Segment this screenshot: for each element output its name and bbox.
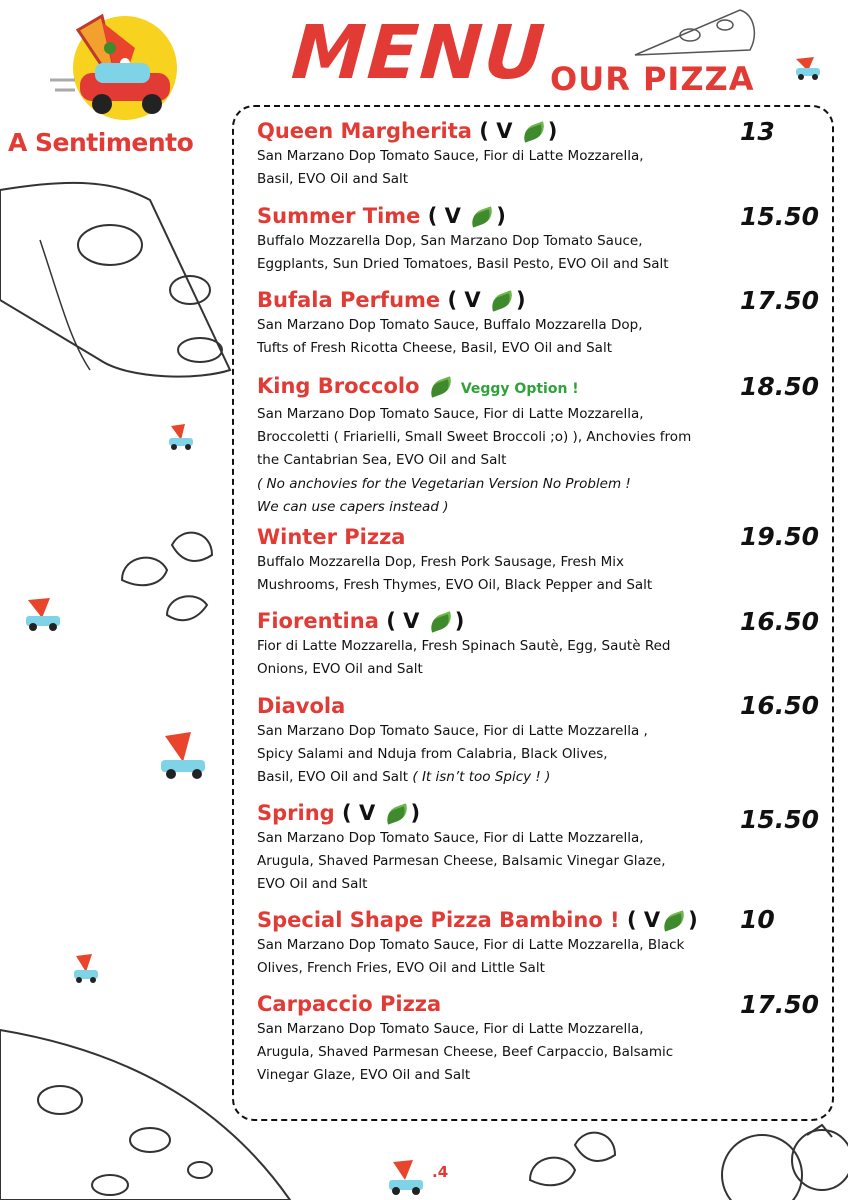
vegetarian-tag: V [643,908,661,932]
leaf-icon [427,376,454,397]
item-description: San Marzano Dop Tomato Sauce, Buffalo Mozzarella Dop, Tufts of Fresh Ricotta Cheese, Basil, EVO Oil and Salt [257,317,643,356]
item-note: ( It isn’t too Spicy ! ) [412,769,551,785]
item-name: Carpaccio Pizza [257,992,442,1016]
item-name: Spring [257,801,335,825]
pizza-logo-icon [40,8,180,128]
mushrooms-sketch-icon [112,525,222,640]
brand-name: A Sentimento [8,128,194,157]
item-price: 15.50 [740,805,820,834]
vegetarian-tag: V [464,288,481,312]
page-title: MENU [288,10,550,96]
item-name: Special Shape Pizza Bambino ! [257,908,620,932]
page-subtitle: OUR PIZZA [550,60,755,98]
item-name: Summer Time [257,204,421,228]
menu-item: Bufala Perfume ( V ) San Marzano Dop Tomato Sauce, Buffalo Mozzarella Dop, Tufts of Fresh Ricotta Cheese, Basil, EVO Oil and Salt [257,287,817,360]
mushrooms-bottom-sketch-icon [520,1120,630,1200]
menu-item [257,691,820,789]
pizza-slice-corner-sketch-icon [630,5,760,65]
item-price: 17.50 [740,990,820,1019]
leaf-icon [520,121,547,142]
pizza-slice-sketch-icon [0,180,235,400]
page-number: .4 [432,1163,449,1181]
item-name: Bufala Perfume [257,288,441,312]
leaf-icon [469,206,496,227]
menu-item [257,372,820,519]
tomato-sketch-icon [712,1115,848,1200]
item-price: 17.50 [740,286,820,315]
item-price: 18.50 [740,372,820,401]
pizza-car-small-icon [165,422,197,452]
vegetarian-tag: V [358,801,376,825]
item-description: Fior di Latte Mozzarella, Fresh Spinach Sautè, Egg, Sautè Red Onions, EVO Oil and Salt [257,638,671,677]
menu-item: Queen Margherita ( V ) San Marzano Dop Tomato Sauce, Fior di Latte Mozzarella, Basil, EVO Oil and Salt [257,118,817,191]
item-note: ( No anchovies for the Vegetarian Version No Problem ! We can use capers instead ) [257,476,631,515]
item-name: Diavola [257,694,346,718]
vegetarian-tag: V [496,119,513,143]
item-price: 16.50 [740,691,820,720]
item-description: San Marzano Dop Tomato Sauce, Fior di Latte Mozzarella, Black Olives, French Fries, EVO Oil and Little Salt [257,937,685,976]
pizza-car-small-icon [792,55,824,81]
item-name: King Broccolo [257,374,420,398]
menu-item [257,990,820,1087]
menu-item: Fiorentina ( V ) Fior di Latte Mozzarella, Fresh Spinach Sautè, Egg, Sautè Red Onions, EVO Oil and Salt [257,608,817,681]
item-description: San Marzano Dop Tomato Sauce, Fior di Latte Mozzarella, Broccoletti ( Friarielli, Small Sweet Broccoli ;o) ), Anchovies from the Cantabrian Sea, EVO Oil and Salt [257,406,692,468]
item-price: 19.50 [740,522,820,551]
menu-item [257,522,820,597]
pizza-car-small-icon [70,952,102,986]
item-name: Winter Pizza [257,525,406,549]
leaf-icon [383,803,410,824]
menu-item: Summer Time ( V ) Buffalo Mozzarella Dop, San Marzano Dop Tomato Sauce, Eggplants, Sun Dried Tomatoes, Basil Pesto, EVO Oil and Salt [257,203,817,276]
item-price: 16.50 [740,607,820,636]
item-name: Fiorentina [257,609,379,633]
menu-item: Spring ( V ) San Marzano Dop Tomato Sauce, Fior di Latte Mozzarella, Arugula, Shaved Parmesan Cheese, Balsamic Vinegar Glaze, EVO Oil and Salt [257,800,817,896]
item-description: San Marzano Dop Tomato Sauce, Fior di Latte Mozzarella, Arugula, Shaved Parmesan Cheese, Balsamic Vinegar Glaze, EVO Oil and Salt [257,830,666,892]
item-description: Buffalo Mozzarella Dop, Fresh Pork Sausage, Fresh Mix Mushrooms, Fresh Thymes, EVO Oil, Black Pepper and Salt [257,554,653,593]
veggy-option-label: Veggy Option ! [460,381,579,397]
vegetarian-tag: V [403,609,420,633]
leaf-icon [427,611,454,632]
item-description: San Marzano Dop Tomato Sauce, Fior di Latte Mozzarella, Arugula, Shaved Parmesan Cheese, Beef Carpaccio, Balsamic Vinegar Glaze, EVO Oil and Salt [257,1021,674,1083]
item-price: 10 [740,905,775,934]
item-price: 15.50 [740,202,820,231]
pizza-car-small-icon [385,1158,427,1196]
pizza-car-small-icon [155,730,211,782]
item-description: San Marzano Dop Tomato Sauce, Fior di Latte Mozzarella, Basil, EVO Oil and Salt [257,148,644,187]
leaf-icon [488,290,515,311]
item-name: Queen Margherita [257,119,472,143]
item-description: San Marzano Dop Tomato Sauce, Fior di Latte Mozzarella , Spicy Salami and Nduja from Calabria, Black Olives, Basil, EVO Oil and Salt [257,723,648,785]
item-price: 13 [740,117,775,146]
vegetarian-tag: V [444,204,461,228]
menu-item: Special Shape Pizza Bambino ! ( V ) San Marzano Dop Tomato Sauce, Fior di Latte Mozzarella, Black Olives, French Fries, EVO Oil and Little Salt [257,907,817,980]
pizza-car-small-icon [22,596,64,632]
item-description: Buffalo Mozzarella Dop, San Marzano Dop Tomato Sauce, Eggplants, Sun Dried Tomatoes, Basil Pesto, EVO Oil and Salt [257,233,669,272]
leaf-icon [660,910,687,931]
